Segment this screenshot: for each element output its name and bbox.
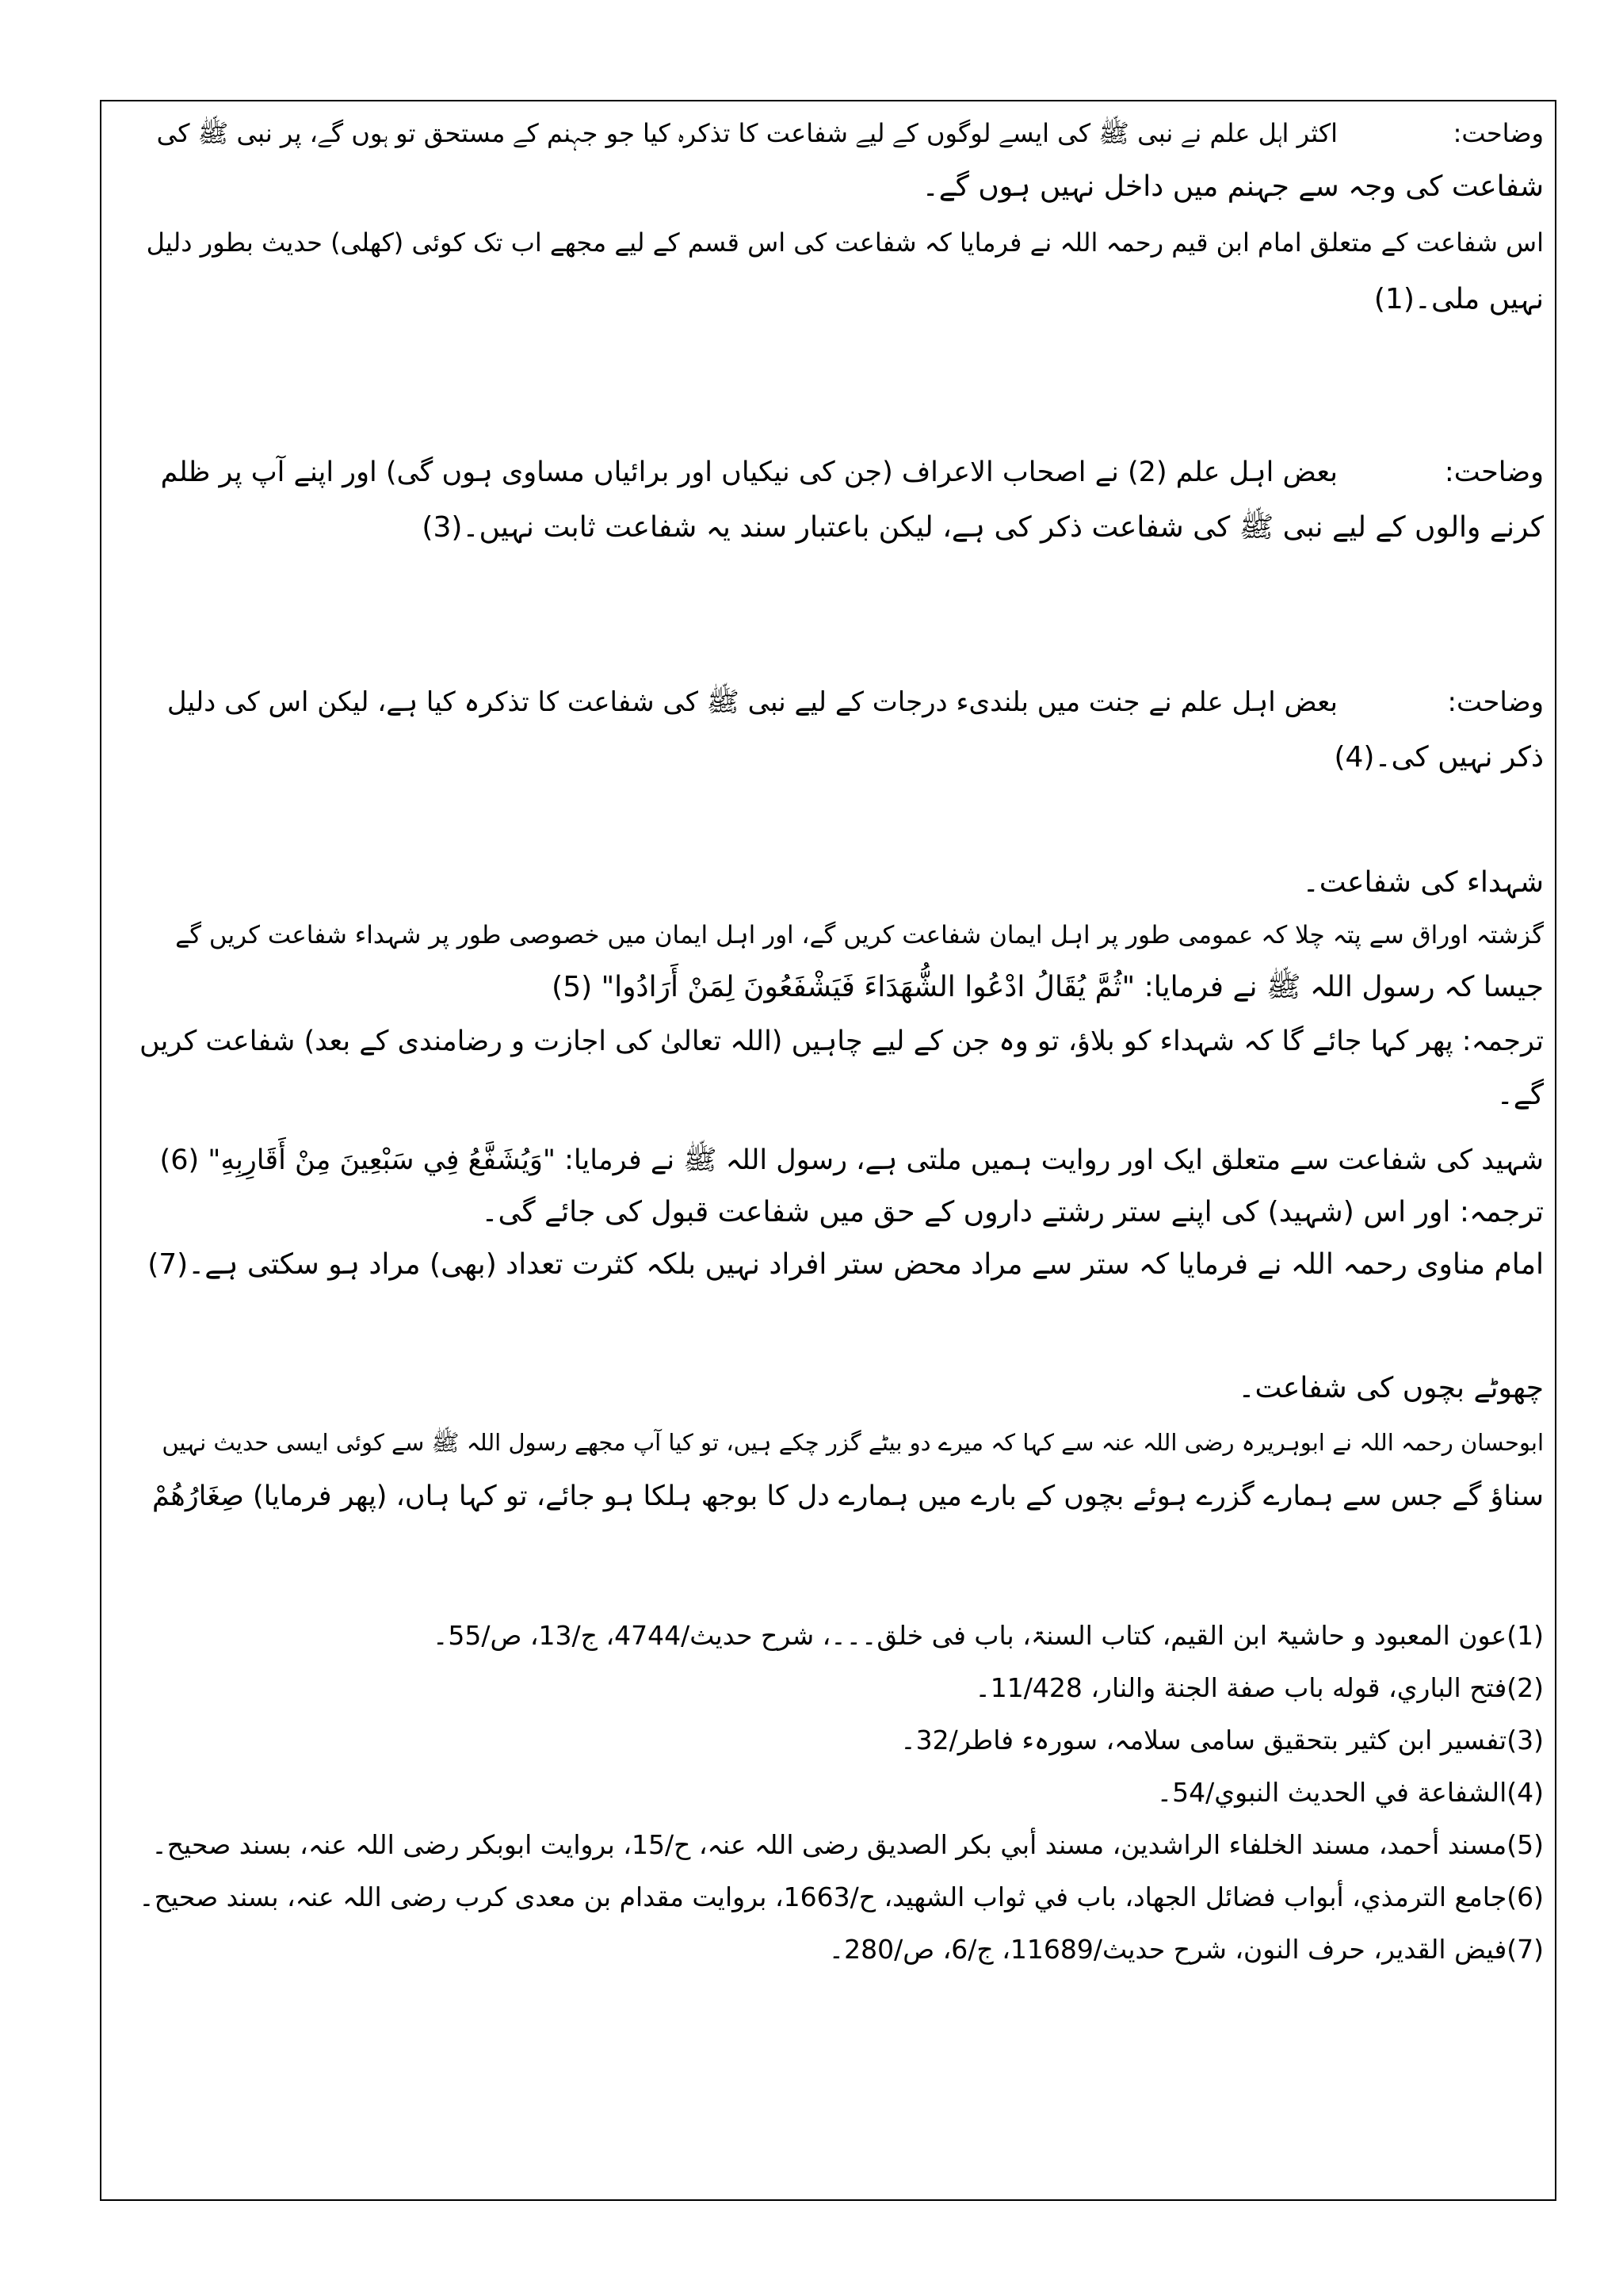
section-heading-martyrs: شہداء کی شفاعت۔ xyxy=(1302,866,1544,899)
paragraph-1-line-4: نہیں ملی۔(1) xyxy=(1373,283,1544,315)
paragraph-1-line-3: اس شفاعت کے متعلق امام ابن قیم رحمہ اللہ نے فرمایا کہ شفاعت کی اس قسم کے لیے مجھے اب تک کوئی (کھلی) حدیث بطور دلیل xyxy=(146,227,1544,258)
paragraph-3-line-1 xyxy=(167,682,1544,723)
paragraph-1-line-2: شفاعت کی وجہ سے جہنم میں داخل نہیں ہوں گے۔ xyxy=(922,170,1544,203)
paragraph-4-line-7: امام مناوی رحمہ اللہ نے فرمایا کہ ستر سے مراد محض ستر افراد نہیں بلکہ کثرت تعداد (بھی) مراد ہو سکتی ہے۔(7) xyxy=(147,1248,1544,1281)
clarification-label: وضاحت: xyxy=(1447,686,1544,718)
paragraph-5-line-1: ابوحسان رحمہ اللہ نے ابوہریرہ رضی اللہ عنہ سے کہا کہ میرے دو بیٹے گزر چکے ہیں، تو کیا آپ مجھے رسول اللہ ﷺ سے کوئی ایسی حدیث نہیں xyxy=(162,1429,1544,1456)
paragraph-2-line-1 xyxy=(161,452,1544,493)
paragraph-5-line-2: سناؤ گے جس سے ہمارے گزرے ہوئے بچوں کے بارے میں ہمارے دل کا بوجھ ہلکا ہو جائے، تو کہا ہاں، (پھر فرمایا) صِغَارُهُمْ xyxy=(151,1480,1544,1512)
section-heading-children: چھوٹے بچوں کی شفاعت۔ xyxy=(1238,1372,1544,1404)
footnote-6: (6)جامع الترمذي، أبواب فضائل الجهاد، باب في ثواب الشهيد، ح/1663، بروایت مقدام بن معدی کرب رضی اللہ عنہ، بسند صحیح۔ xyxy=(139,1881,1544,1912)
paragraph-1-line-1 xyxy=(157,113,1544,154)
paragraph-4-line-1: گزشتہ اوراق سے پتہ چلا کہ عمومی طور پر اہل ایمان شفاعت کریں گے، اور اہل ایمان میں خصوصی طور پر شہداء شفاعت کریں گے xyxy=(175,921,1544,949)
clarification-label: وضاحت: xyxy=(1444,457,1544,488)
footnote-2: (2)فتح الباري، قوله باب صفة الجنة والنار، 11/428۔ xyxy=(975,1672,1544,1703)
footnote-4: (4)الشفاعة في الحديث النبوي/54۔ xyxy=(1156,1777,1544,1808)
paragraph-4-line-2: جیسا کہ رسول اللہ ﷺ نے فرمایا: "ثُمَّ يُقَالُ ادْعُوا الشُّهَدَاءَ فَيَشْفَعُونَ لِمَنْ أَرَادُوا" (5) xyxy=(552,971,1544,1003)
paragraph-4-line-4: گے۔ xyxy=(1496,1079,1544,1111)
paragraph-text: بعض اہل علم (2) نے اصحاب الاعراف (جن کی نیکیاں اور برائیاں مساوی ہوں گی) اور اپنے آپ پر ظلم xyxy=(160,457,1338,488)
footnote-1: (1)عون المعبود و حاشیۃ ابن القیم، کتاب السنۃ، باب فی خلق۔۔۔، شرح حدیث/4744، ج/13، ص/55۔ xyxy=(433,1620,1544,1651)
footnote-3: (3)تفسیر ابن کثیر بتحقیق سامی سلامہ، سورہء فاطر/32۔ xyxy=(900,1725,1544,1755)
paragraph-4-line-3: ترجمہ: پھر کہا جائے گا کہ شہداء کو بلاؤ، تو وہ جن کے لیے چاہیں (اللہ تعالیٰ کی اجازت و رضامندی کے بعد) شفاعت کریں xyxy=(139,1026,1544,1057)
paragraph-2-line-2: کرنے والوں کے لیے نبی ﷺ کی شفاعت ذکر کی ہے، لیکن باعتبار سند یہ شفاعت ثابت نہیں۔(3) xyxy=(422,511,1544,544)
document-page xyxy=(111,103,1544,2195)
paragraph-text: اکثر اہل علم نے نبی ﷺ کی ایسے لوگوں کے لیے شفاعت کا تذکرہ کیا جو جہنم کے مستحق تو ہوں گے، پر نبی ﷺ کی xyxy=(156,118,1338,148)
footnote-7: (7)فیض القدیر، حرف النون، شرح حدیث/11689، ج/6، ص/280۔ xyxy=(828,1934,1544,1965)
paragraph-4-line-6: ترجمہ: اور اس (شہید) کی اپنے ستر رشتے داروں کے حق میں شفاعت قبول کی جائے گی۔ xyxy=(481,1196,1544,1228)
footnote-5: (5)مسند أحمد، مسند الخلفاء الراشدين، مسند أبي بكر الصديق رضی اللہ عنہ، ح/15، بروایت ابوبکر رضی اللہ عنہ، بسند صحیح۔ xyxy=(151,1829,1544,1860)
clarification-label: وضاحت: xyxy=(1453,118,1544,148)
paragraph-3-line-2: ذکر نہیں کی۔(4) xyxy=(1334,741,1544,774)
paragraph-4-line-5: شہید کی شفاعت سے متعلق ایک اور روایت ہمیں ملتی ہے، رسول اللہ ﷺ نے فرمایا: "وَيُشَفَّعُ فِي سَبْعِينَ مِنْ أَقَارِبِهِ" (6) xyxy=(159,1144,1544,1176)
paragraph-text: بعض اہل علم نے جنت میں بلندیء درجات کے لیے نبی ﷺ کی شفاعت کا تذکرہ کیا ہے، لیکن اس کی دلیل xyxy=(166,686,1338,718)
